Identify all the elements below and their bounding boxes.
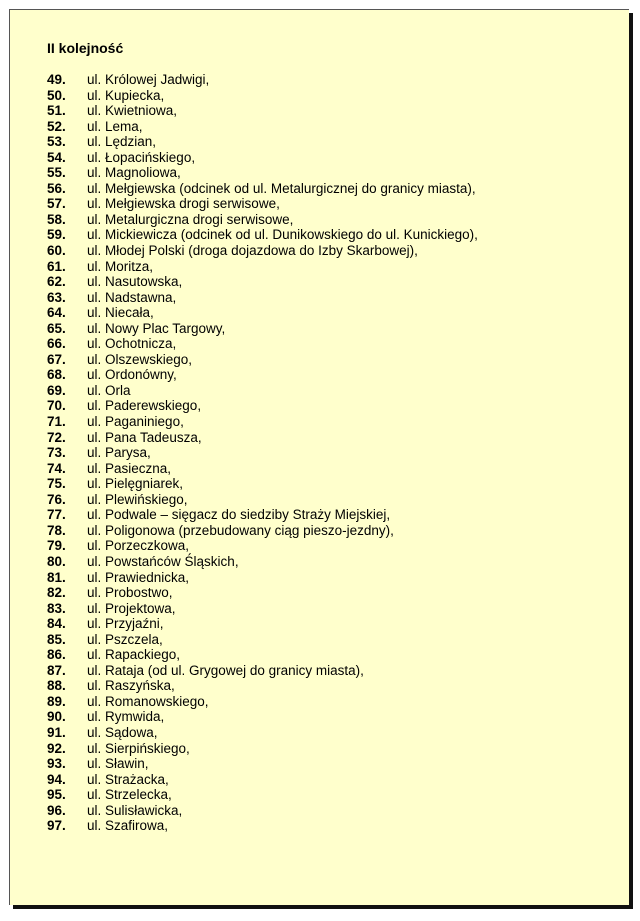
street-name: ul. Rapackiego,	[87, 647, 181, 663]
list-item	[47, 181, 478, 197]
item-number: 81.	[47, 569, 66, 585]
street-name: ul. Pielęgniarek,	[87, 476, 184, 492]
list-item	[47, 227, 478, 243]
item-number: 55.	[47, 165, 66, 181]
item-number: 72.	[47, 429, 66, 445]
street-list	[47, 72, 478, 834]
list-item	[47, 383, 478, 399]
street-name: ul. Strzelecka,	[87, 787, 172, 803]
street-name: ul. Parysa,	[87, 445, 151, 461]
item-number: 58.	[47, 211, 66, 227]
list-item	[47, 585, 478, 601]
street-name: ul. Mełgiewska drogi serwisowe,	[87, 196, 280, 212]
item-number: 89.	[47, 693, 66, 709]
street-name: ul. Poligonowa (przebudowany ciąg pieszo-jezdny),	[87, 522, 394, 538]
list-item	[47, 305, 478, 321]
item-number: 68.	[47, 367, 66, 383]
item-number: 63.	[47, 289, 66, 305]
item-number: 95.	[47, 787, 66, 803]
street-name: ul. Strażacka,	[87, 771, 169, 787]
list-item	[47, 103, 478, 119]
street-name: ul. Metalurgiczna drogi serwisowe,	[87, 211, 294, 227]
street-name: ul. Pasieczna,	[87, 460, 172, 476]
list-item	[47, 803, 478, 819]
list-item	[47, 632, 478, 648]
street-name: ul. Pana Tadeusza,	[87, 429, 202, 445]
street-name: ul. Mełgiewska (odcinek od ul. Metalurgicznej do granicy miasta),	[87, 180, 476, 196]
item-number: 59.	[47, 227, 66, 243]
list-item	[47, 290, 478, 306]
street-name: ul. Lema,	[87, 118, 143, 134]
list-item	[47, 196, 478, 212]
list-item	[47, 134, 478, 150]
list-item	[47, 119, 478, 135]
item-number: 85.	[47, 631, 66, 647]
street-name: ul. Powstańców Śląskich,	[87, 553, 239, 569]
item-number: 87.	[47, 662, 66, 678]
list-item	[47, 492, 478, 508]
street-name: ul. Sądowa,	[87, 724, 158, 740]
street-name: ul. Porzeczkowa,	[87, 538, 190, 554]
item-number: 74.	[47, 460, 66, 476]
section-heading: II kolejność	[47, 40, 124, 56]
list-item	[47, 725, 478, 741]
street-name: ul. Niecała,	[87, 305, 154, 321]
street-name: ul. Kwietniowa,	[87, 103, 178, 119]
item-number: 78.	[47, 522, 66, 538]
item-number: 84.	[47, 616, 66, 632]
item-number: 56.	[47, 180, 66, 196]
list-item	[47, 150, 478, 166]
list-item	[47, 709, 478, 725]
list-item	[47, 570, 478, 586]
street-name: ul. Prawiednicka,	[87, 569, 190, 585]
list-item	[47, 772, 478, 788]
list-item	[47, 476, 478, 492]
street-name: ul. Przyjaźni,	[87, 616, 164, 632]
list-item	[47, 352, 478, 368]
item-number: 54.	[47, 149, 66, 165]
street-name: ul. Pszczela,	[87, 631, 163, 647]
list-item	[47, 398, 478, 414]
item-number: 75.	[47, 476, 66, 492]
item-number: 93.	[47, 756, 66, 772]
document-page	[9, 9, 629, 905]
item-number: 91.	[47, 724, 66, 740]
list-item	[47, 554, 478, 570]
item-number: 76.	[47, 491, 66, 507]
list-item	[47, 165, 478, 181]
street-name: ul. Romanowskiego,	[87, 693, 209, 709]
item-number: 71.	[47, 414, 66, 430]
list-item	[47, 336, 478, 352]
item-number: 86.	[47, 647, 66, 663]
street-name: ul. Olszewskiego,	[87, 351, 193, 367]
item-number: 64.	[47, 305, 66, 321]
list-item	[47, 756, 478, 772]
street-name: ul. Paderewskiego,	[87, 398, 202, 414]
street-name: ul. Sulisławicka,	[87, 802, 183, 818]
list-item	[47, 663, 478, 679]
list-item	[47, 445, 478, 461]
item-number: 80.	[47, 553, 66, 569]
item-number: 83.	[47, 600, 66, 616]
street-name: ul. Sławin,	[87, 756, 149, 772]
street-name: ul. Raszyńska,	[87, 678, 175, 694]
list-item	[47, 507, 478, 523]
item-number: 94.	[47, 771, 66, 787]
item-number: 65.	[47, 320, 66, 336]
list-item	[47, 274, 478, 290]
street-name: ul. Ordonówny,	[87, 367, 177, 383]
street-name: ul. Młodej Polski (droga dojazdowa do Izby Skarbowej),	[87, 243, 418, 259]
street-name: ul. Kupiecka,	[87, 87, 165, 103]
list-item	[47, 414, 478, 430]
list-item	[47, 321, 478, 337]
street-name: ul. Plewińskiego,	[87, 491, 188, 507]
item-number: 60.	[47, 243, 66, 259]
item-number: 92.	[47, 740, 66, 756]
list-item	[47, 818, 478, 834]
street-name: ul. Lędzian,	[87, 134, 157, 150]
item-number: 79.	[47, 538, 66, 554]
item-number: 62.	[47, 274, 66, 290]
item-number: 49.	[47, 72, 66, 87]
item-number: 88.	[47, 678, 66, 694]
street-name: ul. Paganiniego,	[87, 414, 184, 430]
item-number: 96.	[47, 802, 66, 818]
list-item	[47, 259, 478, 275]
list-item	[47, 601, 478, 617]
list-item	[47, 367, 478, 383]
list-item	[47, 616, 478, 632]
item-number: 77.	[47, 507, 66, 523]
item-number: 90.	[47, 709, 66, 725]
street-name: ul. Orla	[87, 382, 131, 398]
street-name: ul. Moritza,	[87, 258, 154, 274]
street-name: ul. Rymwida,	[87, 709, 165, 725]
item-number: 82.	[47, 585, 66, 601]
item-number: 51.	[47, 103, 66, 119]
list-item	[47, 72, 478, 88]
list-item	[47, 212, 478, 228]
street-name: ul. Nadstawna,	[87, 289, 177, 305]
street-name: ul. Łopacińskiego,	[87, 149, 196, 165]
list-item	[47, 88, 478, 104]
item-number: 57.	[47, 196, 66, 212]
list-item	[47, 538, 478, 554]
list-item	[47, 741, 478, 757]
street-name: ul. Sierpińskiego,	[87, 740, 190, 756]
item-number: 73.	[47, 445, 66, 461]
item-number: 53.	[47, 134, 66, 150]
item-number: 61.	[47, 258, 66, 274]
street-name: ul. Podwale – sięgacz do siedziby Straży Miejskiej,	[87, 507, 391, 523]
street-name: ul. Królowej Jadwigi,	[87, 72, 210, 87]
list-item	[47, 694, 478, 710]
item-number: 67.	[47, 351, 66, 367]
list-item	[47, 430, 478, 446]
item-number: 69.	[47, 382, 66, 398]
list-item	[47, 647, 478, 663]
list-item	[47, 523, 478, 539]
list-item	[47, 461, 478, 477]
item-number: 52.	[47, 118, 66, 134]
street-name: ul. Mickiewicza (odcinek od ul. Dunikowskiego do ul. Kunickiego),	[87, 227, 478, 243]
list-item	[47, 787, 478, 803]
street-name: ul. Szafirowa,	[87, 818, 169, 834]
street-name: ul. Nasutowska,	[87, 274, 183, 290]
item-number: 70.	[47, 398, 66, 414]
street-name: ul. Magnoliowa,	[87, 165, 181, 181]
list-item	[47, 243, 478, 259]
street-name: ul. Projektowa,	[87, 600, 176, 616]
street-name: ul. Nowy Plac Targowy,	[87, 320, 226, 336]
street-name: ul. Probostwo,	[87, 585, 173, 601]
street-name: ul. Ochotnicza,	[87, 336, 177, 352]
list-item	[47, 678, 478, 694]
item-number: 66.	[47, 336, 66, 352]
street-name: ul. Rataja (od ul. Grygowej do granicy miasta),	[87, 662, 364, 678]
item-number: 97.	[47, 818, 66, 834]
item-number: 50.	[47, 87, 66, 103]
